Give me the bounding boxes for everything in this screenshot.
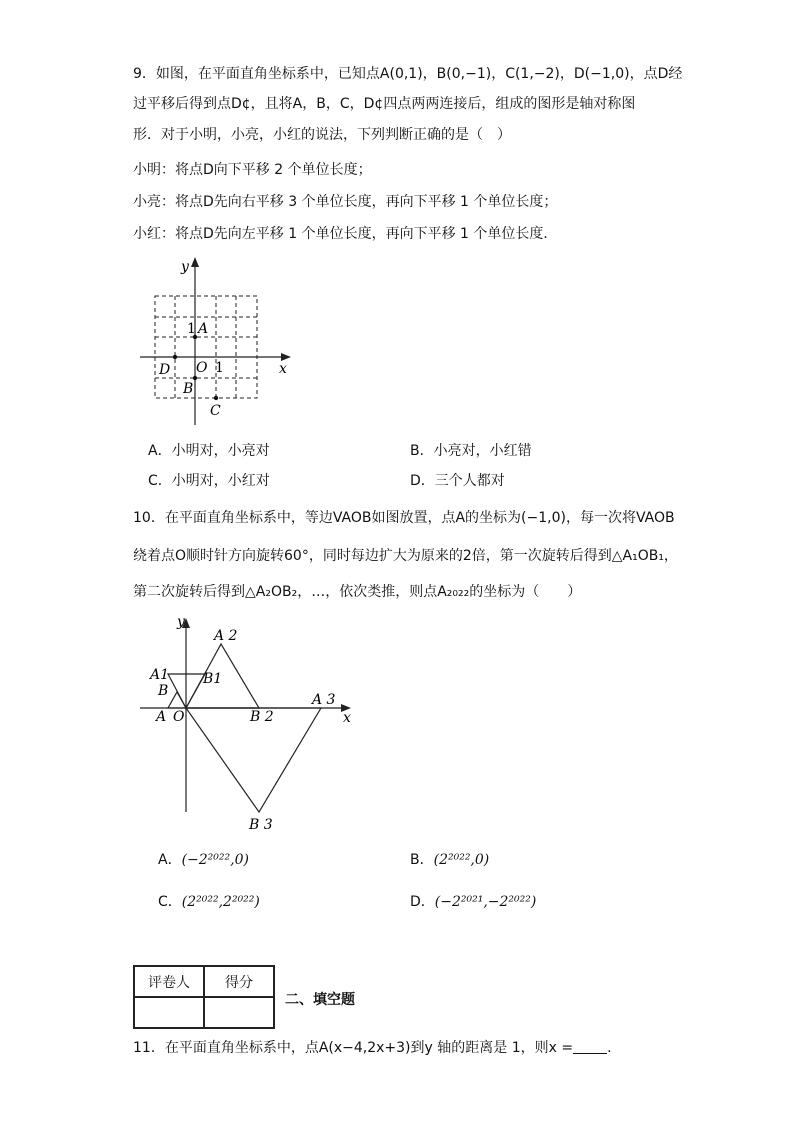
q11-text: 11．在平面直角坐标系中，点A(x−4,2x+3)到y 轴的距离是 1，则x = <box>133 1040 574 1056</box>
q10-point-b1-label: B1 <box>203 671 223 687</box>
q10-option-d-prefix: D． <box>410 894 435 910</box>
q10-point-a3-label: A 3 <box>312 692 336 708</box>
q10-point-b3-label: B 3 <box>249 817 273 833</box>
q10-option-d-value: (−2²⁰²¹,−2²⁰²²) <box>434 894 537 910</box>
score-table-score-cell[interactable] <box>204 997 274 1028</box>
q10-point-a2-label: A 2 <box>214 628 238 644</box>
q11-end: . <box>607 1040 612 1056</box>
q9-point-c-label: C <box>210 403 221 419</box>
q10-option-d[interactable] <box>410 892 536 912</box>
q10-option-b[interactable] <box>410 850 489 870</box>
q10-y-axis-label: y <box>177 614 185 630</box>
q9-x-axis-label: x <box>279 361 287 377</box>
q10-option-a[interactable] <box>158 850 249 870</box>
q10-rotation-figure <box>135 612 365 837</box>
q9-option-c[interactable]: C．小明对，小红对 <box>148 473 270 489</box>
q9-point-d-label: D <box>159 362 171 378</box>
q11-line <box>133 1038 612 1058</box>
q10-line-2: 绕着点O顺时针方向旋转60°，同时每边扩大为原来的2倍，第一次旋转后得到△A₁OB₁， <box>133 548 678 564</box>
q9-point-a-label: A <box>198 321 209 337</box>
score-table-score-header: 得分 <box>204 966 274 997</box>
q9-y-axis-label: y <box>181 259 189 275</box>
q10-point-b-label: B <box>158 683 169 699</box>
section-title-fill-in: 二、填空题 <box>285 992 355 1008</box>
score-table-reviewer-header: 评卷人 <box>134 966 204 997</box>
score-table <box>133 965 275 1029</box>
q9-line-3: 形．对于小明，小亮，小红的说法，下列判断正确的是（ ） <box>133 127 511 143</box>
q10-option-b-value: (2²⁰²²,0) <box>433 852 490 868</box>
q9-statement-xiaoming: 小明：将点D向下平移 2 个单位长度； <box>133 162 372 178</box>
q9-option-d[interactable]: D．三个人都对 <box>410 473 505 489</box>
q10-line-1: 10．在平面直角坐标系中，等边VAOB如图放置，点A的坐标为(−1,0)，每一次将VAOB <box>133 510 675 526</box>
q9-line-2: 过平移后得到点D¢，且将A，B，C，D¢四点两两连接后，组成的图形是轴对称图 <box>133 96 636 112</box>
q10-option-c-prefix: C． <box>158 894 182 910</box>
q9-statement-xiaohong: 小红：将点D先向左平移 1 个单位长度，再向下平移 1 个单位长度． <box>133 226 558 242</box>
q10-option-c[interactable] <box>158 892 260 912</box>
q9-tick-one-label: 1 <box>215 360 224 376</box>
q9-coordinate-figure <box>135 255 305 425</box>
q11-answer-blank[interactable] <box>573 1039 607 1054</box>
q10-x-axis-label: x <box>343 710 351 726</box>
q10-option-a-value: (−2²⁰²²,0) <box>181 852 249 868</box>
score-table-reviewer-cell[interactable] <box>134 997 204 1028</box>
q9-line-1: 9．如图，在平面直角坐标系中，已知点A(0,1)，B(0,−1)，C(1,−2)，D(−1,0)，点D经 <box>133 66 683 82</box>
q10-point-a1-label: A1 <box>150 667 170 683</box>
q10-point-a-label: A <box>156 709 167 725</box>
q9-statement-xiaoliang: 小亮：将点D先向右平移 3 个单位长度，再向下平移 1 个单位长度； <box>133 194 558 210</box>
q9-option-a[interactable]: A．小明对，小亮对 <box>148 443 270 459</box>
q9-label-one: 1 <box>187 321 196 337</box>
q9-origin-label: O <box>196 360 208 376</box>
q10-point-b2-label: B 2 <box>250 709 274 725</box>
q10-line-3: 第二次旋转后得到△A₂OB₂，…，依次类推，则点A₂₀₂₂的坐标为（ ） <box>133 584 582 600</box>
q9-point-b-label: B <box>183 381 194 397</box>
q10-origin-label: O <box>173 709 185 725</box>
q10-option-c-value: (2²⁰²²,2²⁰²²) <box>181 894 260 910</box>
q9-option-b[interactable]: B．小亮对，小红错 <box>410 443 532 459</box>
q10-option-a-prefix: A． <box>158 852 182 868</box>
q10-option-b-prefix: B． <box>410 852 434 868</box>
